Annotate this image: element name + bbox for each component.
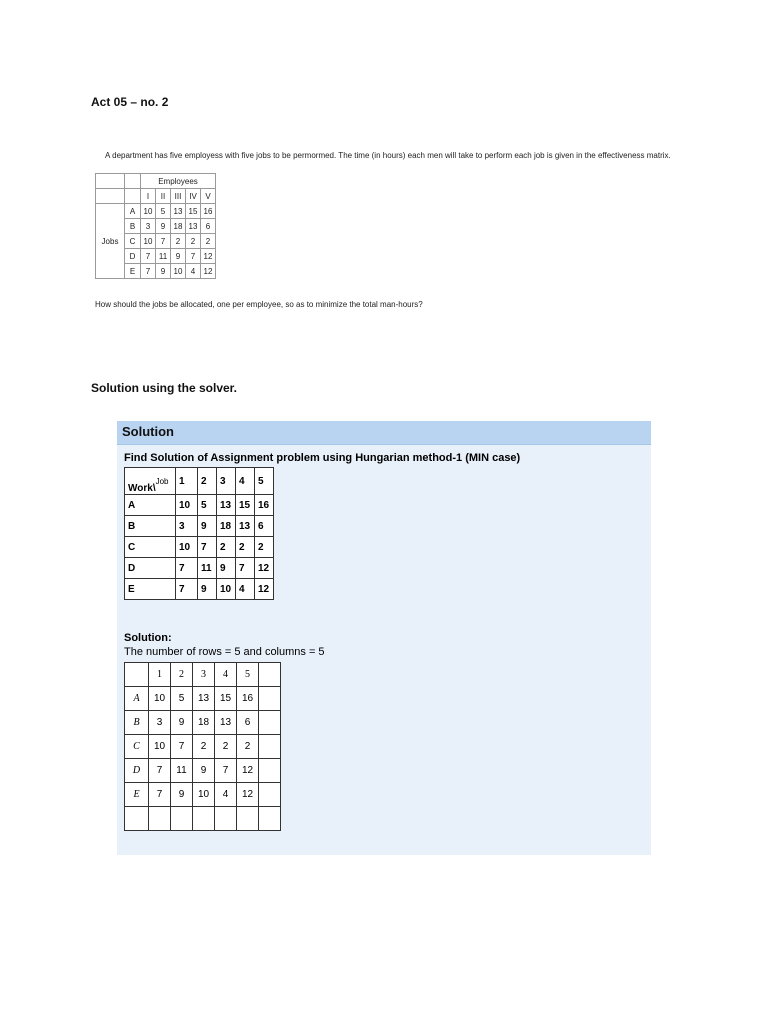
- solver-header-title: Solution: [122, 424, 174, 439]
- column-header: 5: [237, 663, 259, 687]
- table-cell: 7: [171, 735, 193, 759]
- table-cell: 9: [198, 516, 217, 537]
- table-cell: 13: [193, 687, 215, 711]
- row-label: D: [125, 249, 141, 264]
- solution-label: Solution:: [124, 632, 172, 644]
- table-cell: 18: [217, 516, 236, 537]
- table-cell: [259, 783, 281, 807]
- row-label: C: [125, 537, 176, 558]
- solution-dimensions-text: The number of rows = 5 and columns = 5: [124, 646, 325, 658]
- solver-panel: [117, 421, 651, 855]
- table-cell: [125, 189, 141, 204]
- column-header: 1: [149, 663, 171, 687]
- table-cell: 18: [193, 711, 215, 735]
- column-header: 5: [255, 468, 274, 495]
- table-cell: 7: [215, 759, 237, 783]
- table-cell: 3: [176, 516, 198, 537]
- table-cell: 15: [186, 204, 201, 219]
- table-cell: 9: [198, 579, 217, 600]
- row-label: B: [125, 516, 176, 537]
- table-cell: 10: [141, 204, 156, 219]
- row-label: A: [125, 204, 141, 219]
- table-cell: 7: [156, 234, 171, 249]
- table-cell: 6: [201, 219, 216, 234]
- table-cell: 16: [201, 204, 216, 219]
- table-cell: 10: [141, 234, 156, 249]
- solver-heading: Solution using the solver.: [91, 381, 238, 395]
- table-cell: 11: [156, 249, 171, 264]
- table-cell: 9: [193, 759, 215, 783]
- row-label: C: [125, 735, 149, 759]
- table-cell: [125, 174, 141, 189]
- table-cell: [96, 189, 125, 204]
- employee-header-cell: III: [171, 189, 186, 204]
- corner-job-label: Job: [155, 477, 169, 486]
- table-cell: 2: [236, 537, 255, 558]
- table-cell: [259, 663, 281, 687]
- table-cell: [149, 807, 171, 831]
- input-matrix-table: [124, 467, 274, 600]
- table-cell: 13: [186, 219, 201, 234]
- table-row: [96, 204, 216, 219]
- column-header: 2: [171, 663, 193, 687]
- table-cell: 12: [255, 558, 274, 579]
- table-cell: 2: [217, 537, 236, 558]
- table-cell: 15: [215, 687, 237, 711]
- table-cell: 10: [149, 687, 171, 711]
- table-cell: 5: [156, 204, 171, 219]
- table-cell: 7: [141, 264, 156, 279]
- problem-paragraph: A department has five employess with five jobs to be permormed. The time (in hours) each men will take to perform each job is given in the effectiveness matrix.: [105, 151, 671, 160]
- table-cell: [259, 711, 281, 735]
- corner-cell: Work\$^{Job}$: [125, 468, 176, 495]
- table-row: [125, 495, 274, 516]
- table-cell: 12: [237, 759, 259, 783]
- table-row: [125, 579, 274, 600]
- table-cell: 2: [255, 537, 274, 558]
- table-cell: 4: [236, 579, 255, 600]
- column-header: 2: [198, 468, 217, 495]
- table-cell: 10: [176, 495, 198, 516]
- table-cell: [259, 759, 281, 783]
- table-row: [125, 807, 281, 831]
- table-row: [125, 735, 281, 759]
- table-cell: 2: [237, 735, 259, 759]
- row-label: E: [125, 783, 149, 807]
- table-row: [125, 663, 281, 687]
- table-cell: 9: [156, 219, 171, 234]
- row-label: E: [125, 579, 176, 600]
- table-cell: 5: [198, 495, 217, 516]
- table-cell: 16: [237, 687, 259, 711]
- table-row: [125, 516, 274, 537]
- table-cell: [96, 174, 125, 189]
- row-label: B: [125, 219, 141, 234]
- table-cell: [125, 807, 149, 831]
- table-cell: [193, 807, 215, 831]
- table-cell: [259, 807, 281, 831]
- effectiveness-matrix-table: [95, 173, 216, 279]
- table-cell: 15: [236, 495, 255, 516]
- result-matrix-table: [124, 662, 281, 831]
- table-row: [125, 759, 281, 783]
- table-cell: 16: [255, 495, 274, 516]
- table-row: [96, 189, 216, 204]
- table-cell: 7: [198, 537, 217, 558]
- table-cell: 7: [186, 249, 201, 264]
- table-cell: 10: [217, 579, 236, 600]
- solver-find-title: Find Solution of Assignment problem using Hungarian method-1 (MIN case): [124, 452, 521, 464]
- table-cell: 7: [176, 579, 198, 600]
- table-cell: 4: [186, 264, 201, 279]
- table-cell: 9: [171, 249, 186, 264]
- table-cell: 9: [171, 783, 193, 807]
- table-cell: 2: [201, 234, 216, 249]
- table-cell: 18: [171, 219, 186, 234]
- table-cell: 13: [171, 204, 186, 219]
- table-cell: 7: [149, 783, 171, 807]
- employees-header: Employees: [141, 174, 216, 189]
- table-cell: 2: [215, 735, 237, 759]
- employee-header-cell: II: [156, 189, 171, 204]
- table-cell: [171, 807, 193, 831]
- table-cell: [125, 663, 149, 687]
- table-row: [125, 537, 274, 558]
- solver-panel-header: [117, 421, 651, 445]
- table-row: [125, 687, 281, 711]
- column-header: 4: [215, 663, 237, 687]
- corner-work-label: Work: [128, 483, 153, 494]
- table-cell: 7: [149, 759, 171, 783]
- table-row: [125, 783, 281, 807]
- table-cell: 6: [255, 516, 274, 537]
- table-row: [125, 558, 274, 579]
- table-cell: 3: [149, 711, 171, 735]
- employee-header-cell: IV: [186, 189, 201, 204]
- row-label: A: [125, 687, 149, 711]
- table-cell: 13: [215, 711, 237, 735]
- table-row: [96, 174, 216, 189]
- table-cell: 13: [217, 495, 236, 516]
- table-row: [125, 468, 274, 495]
- problem-question: How should the jobs be allocated, one per employee, so as to minimize the total man-hours?: [95, 300, 423, 309]
- row-label: D: [125, 759, 149, 783]
- table-cell: 7: [236, 558, 255, 579]
- table-cell: 11: [198, 558, 217, 579]
- table-cell: [215, 807, 237, 831]
- table-cell: 11: [171, 759, 193, 783]
- table-cell: 7: [176, 558, 198, 579]
- table-row: [125, 711, 281, 735]
- table-cell: 7: [141, 249, 156, 264]
- table-cell: 9: [217, 558, 236, 579]
- table-cell: 10: [176, 537, 198, 558]
- table-cell: 6: [237, 711, 259, 735]
- table-cell: 2: [186, 234, 201, 249]
- table-cell: 9: [156, 264, 171, 279]
- jobs-label: Jobs: [96, 204, 125, 279]
- employee-header-cell: I: [141, 189, 156, 204]
- column-header: 3: [217, 468, 236, 495]
- column-header: 1: [176, 468, 198, 495]
- column-header: 3: [193, 663, 215, 687]
- table-cell: 13: [236, 516, 255, 537]
- problem-screenshot: [95, 150, 679, 313]
- row-label: E: [125, 264, 141, 279]
- table-cell: [237, 807, 259, 831]
- table-cell: 3: [141, 219, 156, 234]
- row-label: B: [125, 711, 149, 735]
- column-header: 4: [236, 468, 255, 495]
- table-cell: 5: [171, 687, 193, 711]
- row-label: A: [125, 495, 176, 516]
- employee-header-cell: V: [201, 189, 216, 204]
- table-cell: 2: [171, 234, 186, 249]
- table-cell: 12: [201, 249, 216, 264]
- row-label: C: [125, 234, 141, 249]
- table-cell: 10: [193, 783, 215, 807]
- table-cell: 12: [201, 264, 216, 279]
- table-cell: 10: [171, 264, 186, 279]
- table-cell: [259, 735, 281, 759]
- table-cell: 12: [237, 783, 259, 807]
- table-cell: 12: [255, 579, 274, 600]
- table-cell: 10: [149, 735, 171, 759]
- table-cell: 2: [193, 735, 215, 759]
- document-title: Act 05 – no. 2: [91, 95, 169, 109]
- row-label: D: [125, 558, 176, 579]
- table-cell: 4: [215, 783, 237, 807]
- table-cell: 9: [171, 711, 193, 735]
- table-cell: [259, 687, 281, 711]
